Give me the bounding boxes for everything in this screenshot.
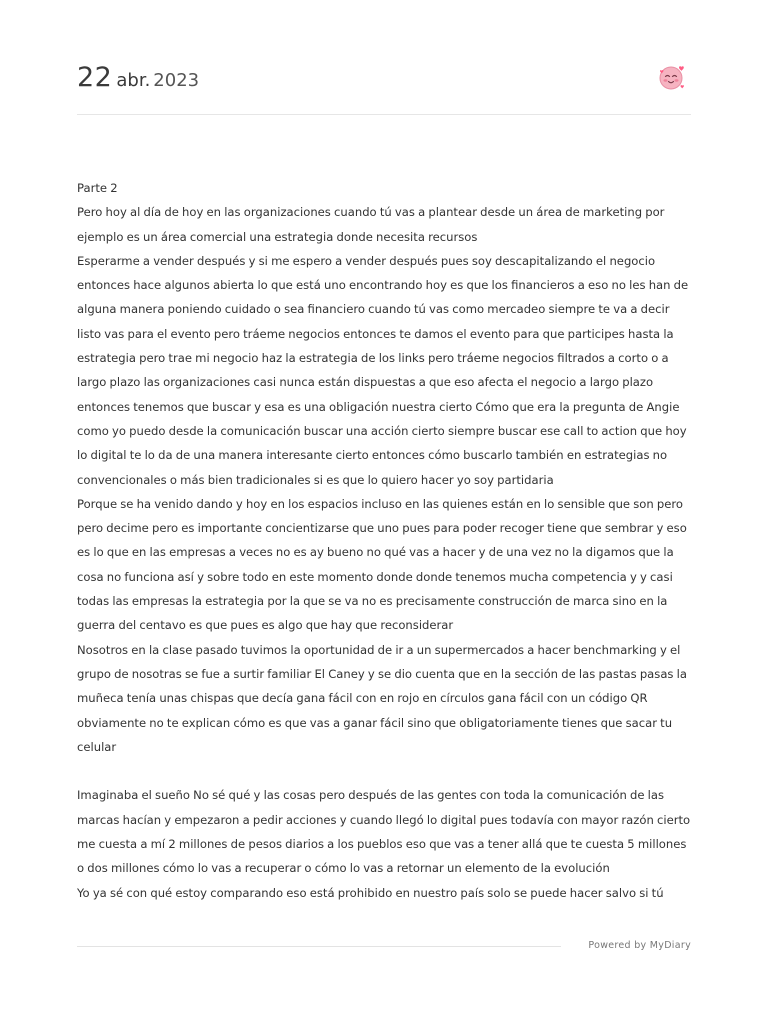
paragraph: Esperarme a vender después y si me espero a vender después pues soy descapitalizando el negocio entonces hace algunos abierta lo que está uno encontrando hoy es que los financieros a eso no les han de alguna manera poniendo cuidado o sea financiero cuando tú vas como mercadeo siempre te va a decir listo vas para el evento pero tráeme negocios entonces te damos el evento para que participes hasta la estrategia pero trae mi negocio haz la estrategia de los links pero tráeme negocios filtrados a corto o a largo plazo las organizaciones casi nunca están dispuestas a que eso afecta el negocio a largo plazo entonces tenemos que buscar y esa es una obligación nuestra cierto Cómo que era la pregunta de Angie como yo puedo desde la comunicación buscar una acción cierto siempre buscar ese call to action que hoy lo digital te lo da de una manera interesante cierto entonces cómo buscarlo también en estrategias no convencionales o más bien tradicionales si es que lo quiero hacer yo soy partidaria <box>77 253 689 487</box>
entry-date <box>77 62 199 93</box>
paragraph: Porque se ha venido dando y hoy en los espacios incluso en las quienes están en lo sensible que son pero pero decime pero es importante concientizarse que uno pues para poder recoger tiene que sembrar y eso es lo que en las empresas a veces no es ay bueno no qué vas a hacer y de una vez no la digamos que la cosa no funciona así y sobre todo en este momento donde donde tenemos mucha competencia y y casi todas las empresas la estrategia por la que se va no es precisamente construcción de marca sino en la guerra del centavo es que pues es algo que hay que reconsiderar <box>77 496 687 633</box>
date-year: 2023 <box>153 70 200 91</box>
page-footer <box>77 936 691 960</box>
paragraph: Imaginaba el sueño No sé qué y las cosas pero después de las gentes con toda la comunicación de las marcas hacían y empezaron a pedir acciones y cuando llegó lo digital pues todavía con mayor razón cierto me cuesta a mí 2 millones de pesos diarios a los pueblos eso que vas a tener allá que te cuesta 5 millones o dos millones cómo lo vas a recuperar o cómo lo vas a retornar un elemento de la evolución <box>77 788 691 876</box>
paragraph: Nosotros en la clase pasado tuvimos la oportunidad de ir a un supermercados a hacer benchmarking y el grupo de nosotras se fue a surtir familiar El Caney y se dio cuenta que en la sección de las pastas pasas la muñeca tenía unas chispas que decía gana fácil con en rojo en círculos gana fácil con un código QR obviamente no te explican cómo es que vas a ganar fácil sino que obligatoriamente tienes que sacar tu celular <box>77 642 687 754</box>
blushing-face-with-hearts-icon <box>657 62 687 92</box>
powered-by-label: Powered by MyDiary <box>588 940 691 951</box>
entry-header <box>77 60 691 115</box>
date-day: 22 <box>77 62 113 93</box>
paragraph-part-title: Parte 2 <box>77 181 118 195</box>
footer-divider <box>77 946 561 947</box>
paragraph: Pero hoy al día de hoy en las organizaciones cuando tú vas a plantear desde un área de marketing por ejemplo es un área comercial una estrategia donde necesita recursos <box>77 205 665 244</box>
paragraph: Yo ya sé con qué estoy comparando eso está prohibido en nuestro país solo se puede hacer salvo si tú <box>77 885 664 900</box>
entry-body <box>77 176 693 905</box>
date-month: abr. <box>116 70 151 91</box>
blank-line <box>77 759 693 783</box>
